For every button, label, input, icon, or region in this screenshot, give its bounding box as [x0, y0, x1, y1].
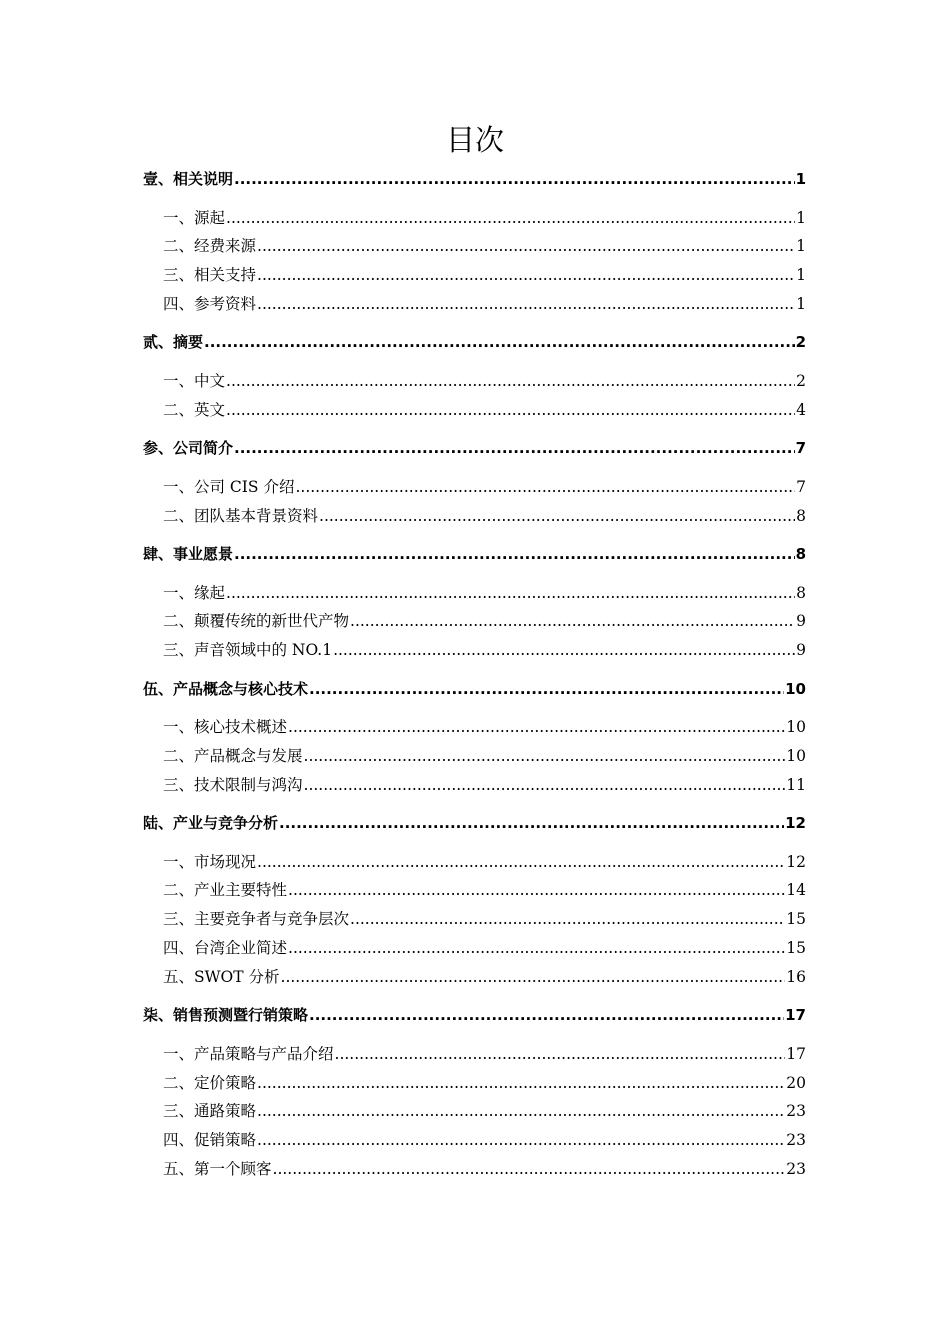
dot-leader	[319, 502, 795, 531]
toc-entry-level2[interactable]	[143, 876, 806, 905]
toc-entry-title: 柒、销售预测暨行销策略	[143, 1006, 309, 1025]
toc-entry-level1[interactable]	[143, 540, 806, 569]
toc-page-number: 1	[796, 237, 806, 256]
toc-page-number: 8	[796, 583, 806, 602]
toc-entry-level2[interactable]	[143, 1097, 806, 1126]
toc-section	[143, 165, 806, 328]
dot-leader	[204, 328, 795, 357]
toc-entry-title: 一、源起	[163, 208, 226, 227]
toc-page-number: 14	[786, 881, 806, 900]
toc-page-number: 1	[795, 170, 806, 188]
toc-entry-title: 二、英文	[163, 400, 226, 419]
toc-entry-title: 壹、相关说明	[143, 170, 234, 188]
toc-section	[143, 540, 806, 675]
toc-page-number: 7	[796, 477, 806, 496]
dot-leader	[333, 636, 795, 665]
toc-entry-title: 三、技术限制与鸿沟	[163, 775, 303, 794]
toc-entry-level1[interactable]	[143, 328, 806, 357]
toc-entry-level2[interactable]	[143, 713, 806, 742]
toc-entry-title: 一、中文	[163, 371, 226, 390]
toc-page-number: 23	[786, 1131, 806, 1150]
toc-entry-level2[interactable]	[143, 502, 806, 531]
toc-page-number: 1	[796, 294, 806, 313]
toc-entry-level1[interactable]	[143, 165, 806, 194]
dot-leader	[350, 607, 795, 636]
dot-leader	[234, 165, 795, 194]
toc-page-number: 1	[796, 208, 806, 227]
toc-entry-title: 肆、事业愿景	[143, 544, 234, 563]
toc-page-number: 1	[796, 266, 806, 285]
toc-page-number: 16	[786, 967, 806, 986]
toc-entry-title: 三、相关支持	[163, 266, 257, 285]
dot-leader	[257, 290, 795, 319]
dot-leader	[304, 771, 786, 800]
toc-entry-level1[interactable]	[143, 1001, 806, 1030]
toc-entry-title: 二、定价策略	[163, 1073, 257, 1092]
toc-entry-title: 四、促销策略	[163, 1131, 257, 1150]
toc-page-number: 15	[786, 939, 806, 958]
toc-entry-level2[interactable]	[143, 261, 806, 290]
toc-entry-title: 参、公司简介	[143, 439, 234, 458]
toc-entry-level2[interactable]	[143, 963, 806, 992]
dot-leader	[288, 876, 785, 905]
toc-page-number: 10	[786, 718, 806, 737]
toc-page-number: 2	[795, 333, 806, 352]
dot-leader	[350, 905, 785, 934]
toc-page-number: 17	[786, 1044, 806, 1063]
toc-page-number: 23	[786, 1102, 806, 1121]
dot-leader	[234, 540, 795, 569]
dot-leader	[288, 713, 785, 742]
toc-page-number: 20	[786, 1073, 806, 1092]
dot-leader	[304, 742, 786, 771]
toc-page-number: 23	[786, 1160, 806, 1179]
dot-leader	[257, 232, 795, 261]
toc-entry-level2[interactable]	[143, 742, 806, 771]
toc-entry-level2[interactable]	[143, 204, 806, 233]
toc-entry-level2[interactable]	[143, 934, 806, 963]
table-of-contents	[143, 165, 806, 1193]
toc-entry-level2[interactable]	[143, 636, 806, 665]
toc-page-number: 4	[796, 400, 806, 419]
toc-entry-level2[interactable]	[143, 1126, 806, 1155]
dot-leader	[226, 367, 795, 396]
toc-entry-level2[interactable]	[143, 473, 806, 502]
dot-leader	[226, 204, 795, 233]
toc-page-number: 7	[795, 439, 806, 458]
toc-section	[143, 1001, 806, 1193]
toc-entry-level1[interactable]	[143, 434, 806, 463]
dot-leader	[257, 848, 785, 877]
toc-entry-level2[interactable]	[143, 1155, 806, 1184]
toc-entry-level1[interactable]	[143, 675, 806, 704]
dot-leader	[257, 1097, 785, 1126]
toc-entry-title: 三、主要竞争者与竞争层次	[163, 910, 350, 929]
toc-entry-level2[interactable]	[143, 1040, 806, 1069]
toc-entry-title: 五、第一个顾客	[163, 1160, 272, 1179]
dot-leader	[226, 396, 795, 425]
toc-entry-title: 三、通路策略	[163, 1102, 257, 1121]
dot-leader	[279, 809, 784, 838]
dot-leader	[257, 1126, 785, 1155]
toc-entry-level2[interactable]	[143, 290, 806, 319]
dot-leader	[281, 963, 786, 992]
toc-page-number: 12	[785, 814, 806, 833]
page-title: 目次	[445, 123, 504, 157]
toc-entry-title: 伍、产品概念与核心技术	[143, 679, 309, 698]
toc-entry-level1[interactable]	[143, 809, 806, 838]
dot-leader	[295, 473, 795, 502]
toc-page-number: 10	[786, 746, 806, 765]
toc-page-number: 9	[796, 641, 806, 660]
toc-section	[143, 328, 806, 434]
toc-entry-title: 二、经费来源	[163, 237, 257, 256]
toc-entry-title: 一、核心技术概述	[163, 718, 288, 737]
toc-page-number: 8	[795, 544, 806, 563]
toc-entry-level2[interactable]	[143, 396, 806, 425]
toc-page-number: 10	[785, 679, 806, 698]
dot-leader	[257, 261, 795, 290]
toc-page-number: 11	[786, 775, 806, 794]
dot-leader	[335, 1040, 786, 1069]
toc-entry-title: 三、声音领域中的 NO.1	[163, 641, 333, 660]
toc-page-number: 8	[796, 506, 806, 525]
toc-entry-title: 一、产品策略与产品介绍	[163, 1044, 334, 1063]
toc-section	[143, 434, 806, 540]
toc-entry-level2[interactable]	[143, 367, 806, 396]
toc-entry-title: 一、缘起	[163, 583, 226, 602]
toc-section	[143, 809, 806, 1001]
toc-page-number: 15	[786, 910, 806, 929]
toc-entry-level2[interactable]	[143, 1069, 806, 1098]
dot-leader	[226, 579, 795, 608]
toc-entry-title: 贰、摘要	[143, 333, 204, 352]
toc-section	[143, 675, 806, 810]
toc-entry-title: 二、团队基本背景资料	[163, 506, 319, 525]
dot-leader	[288, 934, 785, 963]
toc-page-number: 12	[786, 852, 806, 871]
toc-page-number: 2	[796, 371, 806, 390]
toc-entry-title: 五、SWOT 分析	[163, 967, 280, 986]
toc-entry-title: 四、台湾企业简述	[163, 939, 288, 958]
dot-leader	[309, 1001, 784, 1030]
dot-leader	[257, 1069, 785, 1098]
toc-entry-level2[interactable]	[143, 232, 806, 261]
dot-leader	[273, 1155, 786, 1184]
dot-leader	[234, 434, 795, 463]
toc-entry-title: 陆、产业与竞争分析	[143, 814, 279, 833]
toc-entry-title: 二、产品概念与发展	[163, 746, 303, 765]
toc-entry-level2[interactable]	[143, 905, 806, 934]
toc-entry-title: 二、产业主要特性	[163, 881, 288, 900]
toc-entry-level2[interactable]	[143, 579, 806, 608]
toc-entry-title: 一、公司 CIS 介绍	[163, 477, 295, 496]
toc-entry-level2[interactable]	[143, 607, 806, 636]
toc-entry-title: 四、参考资料	[163, 294, 257, 313]
toc-page-number: 9	[796, 612, 806, 631]
toc-page-number: 17	[785, 1006, 806, 1025]
toc-entry-title: 二、颠覆传统的新世代产物	[163, 612, 350, 631]
toc-entry-level2[interactable]	[143, 771, 806, 800]
toc-entry-title: 一、市场现况	[163, 852, 257, 871]
toc-entry-level2[interactable]	[143, 848, 806, 877]
dot-leader	[309, 675, 784, 704]
